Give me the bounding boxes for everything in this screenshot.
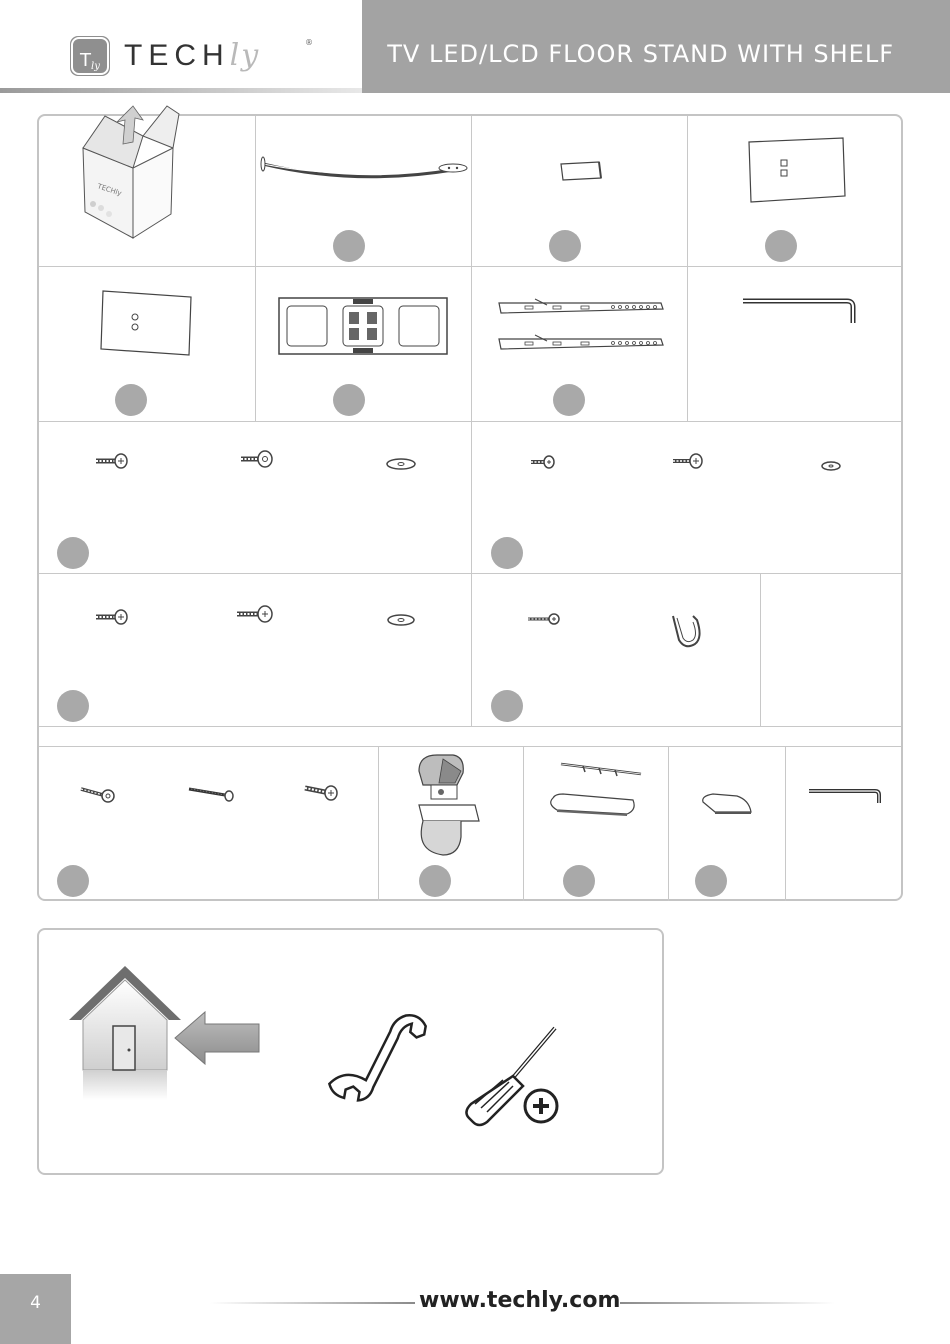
screw-icon	[526, 611, 562, 627]
open-box-icon	[63, 96, 193, 246]
brand-logo-icon	[70, 36, 110, 76]
glass-shelf	[533, 756, 663, 826]
registered-mark: ®	[305, 38, 313, 47]
small-allen-key	[799, 781, 889, 811]
grid-line	[39, 726, 901, 727]
part-badge	[57, 537, 89, 569]
screw-icon	[239, 449, 279, 469]
tools-panel	[37, 928, 664, 1175]
part-badge	[549, 230, 581, 262]
footer-rule-left	[210, 1302, 415, 1304]
part-badge	[333, 384, 365, 416]
grid-line	[785, 746, 786, 901]
grid-line	[523, 746, 524, 901]
part-badge	[115, 384, 147, 416]
part-badge	[419, 865, 451, 897]
grid-line	[378, 746, 379, 901]
website-link[interactable]: www.techly.com	[419, 1288, 621, 1313]
wood-screw-icon	[187, 781, 237, 803]
brand-logo-text	[124, 38, 260, 73]
allen-key	[687, 291, 903, 341]
page-title: TV LED/LCD FLOOR STAND WITH SHELF	[387, 40, 894, 68]
footer-rule-right	[620, 1302, 835, 1304]
screw-icon	[94, 451, 134, 471]
part-badge	[491, 537, 523, 569]
washer-icon	[384, 612, 418, 628]
washer-icon	[819, 460, 843, 472]
tv-mounting-arms	[495, 291, 670, 361]
part-badge	[563, 865, 595, 897]
svg-text:ly: ly	[91, 61, 100, 72]
grid-line	[39, 421, 901, 422]
arrow-left-icon	[173, 1010, 263, 1066]
svg-text:TECHly: TECHly	[96, 182, 123, 198]
parts-list-panel	[37, 114, 903, 901]
screw-icon	[671, 451, 705, 471]
shelf-clamp	[409, 751, 489, 861]
screw-icon	[303, 780, 343, 802]
grid-line	[39, 266, 901, 267]
part-badge	[491, 690, 523, 722]
brand-suffix: ly	[229, 38, 261, 73]
phillips-screwdriver-icon	[453, 1022, 573, 1132]
part-badge	[57, 865, 89, 897]
cable-clip	[665, 610, 705, 650]
washer-icon	[384, 456, 418, 472]
mounting-plate	[39, 281, 255, 361]
page-number: 4	[30, 1293, 41, 1313]
grid-line	[668, 746, 669, 901]
part-badge	[695, 865, 727, 897]
brand-name: TECH	[124, 39, 230, 72]
grid-line	[471, 421, 472, 726]
part-badge	[57, 690, 89, 722]
screw-icon	[94, 606, 134, 628]
curved-base-bar	[255, 144, 471, 194]
svg-text:T: T	[80, 50, 91, 71]
grid-line	[760, 573, 761, 726]
tv-wall-bracket	[255, 286, 471, 366]
small-shelf	[693, 786, 763, 826]
grid-line	[39, 746, 901, 747]
part-badge	[765, 230, 797, 262]
cover-plate	[687, 126, 903, 206]
screw-icon	[235, 603, 279, 625]
wrench-icon	[319, 1004, 449, 1114]
screw-icon	[79, 781, 119, 803]
screw-icon	[529, 453, 559, 471]
part-badge	[553, 384, 585, 416]
header-rule	[0, 88, 362, 93]
part-badge	[333, 230, 365, 262]
grid-line	[39, 573, 901, 574]
small-plate	[471, 146, 687, 196]
